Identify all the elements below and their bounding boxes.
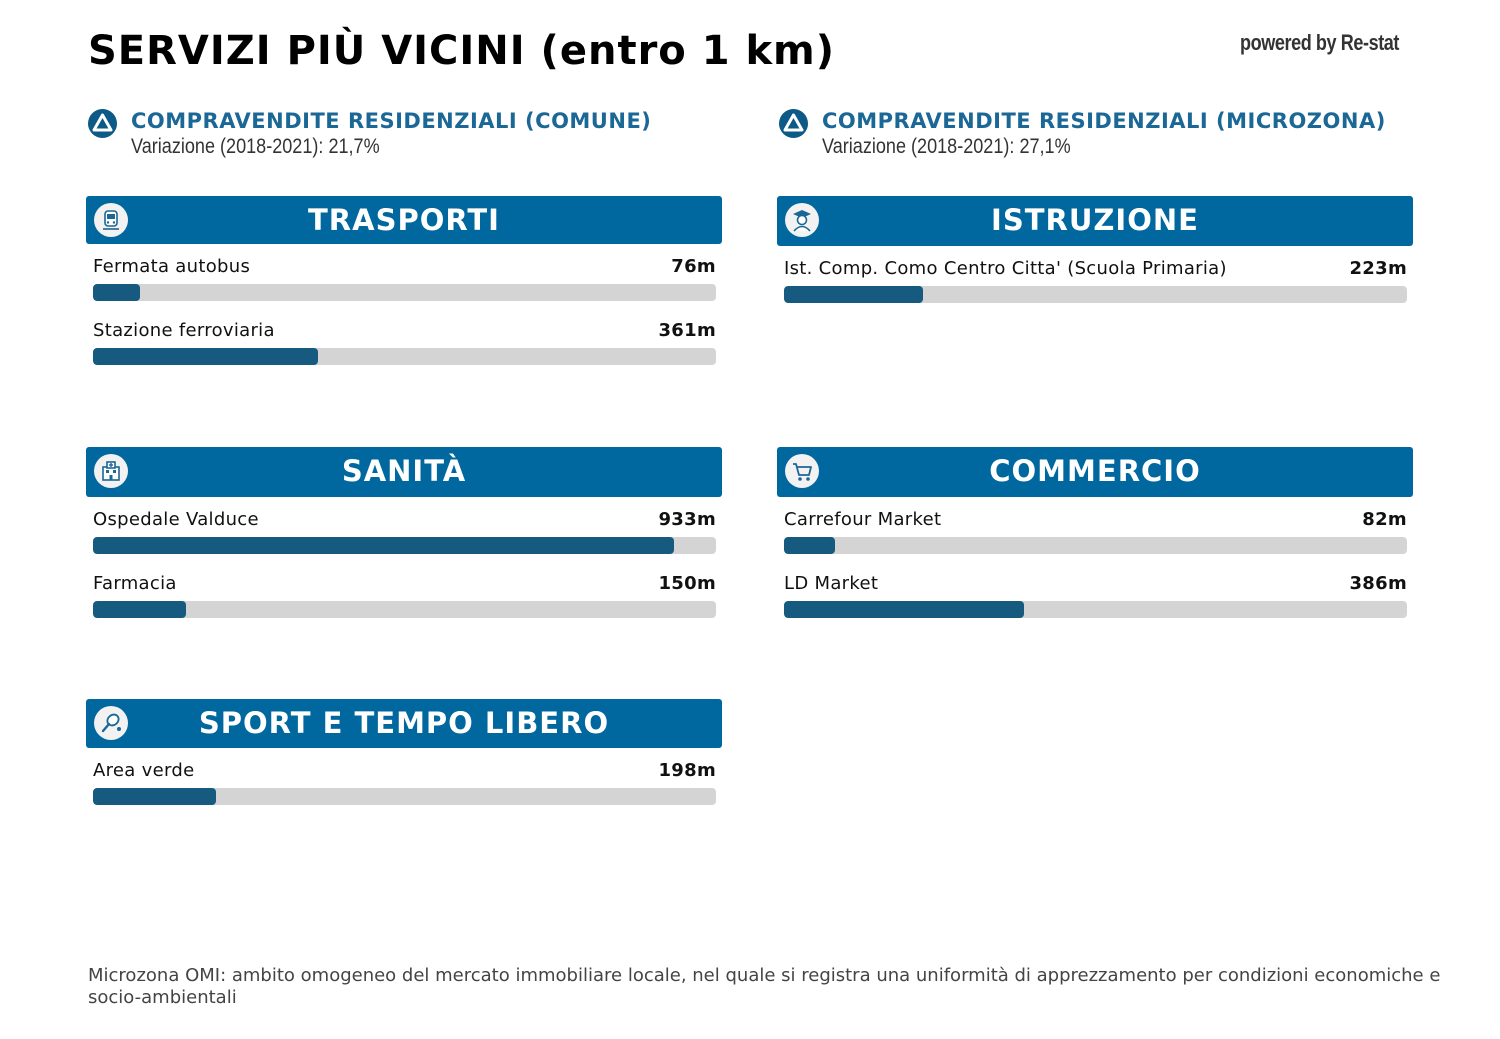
card-trasporti: [86, 196, 722, 372]
category-title: COMMERCIO: [989, 454, 1201, 488]
card-header: [777, 196, 1413, 246]
trend-subtitle: Variazione (2018-2021): 21,7%: [131, 135, 380, 158]
category-title: ISTRUZIONE: [991, 203, 1199, 237]
distance-bar-fill: [93, 348, 318, 365]
distance-bar-track: [93, 284, 716, 301]
category-title: SPORT E TEMPO LIBERO: [198, 706, 610, 740]
trend-heading: COMPRAVENDITE RESIDENZIALI (MICROZONA): [822, 109, 1386, 133]
item-name: Ist. Comp. Como Centro Citta' (Scuola Primaria): [784, 258, 1227, 279]
item-distance: 223m: [1349, 258, 1407, 279]
list-item: [86, 308, 722, 372]
distance-bar-fill: [784, 601, 1024, 618]
trend-subtitle: Variazione (2018-2021): 27,1%: [822, 135, 1071, 158]
card-header: [86, 447, 722, 497]
card-header: [86, 699, 722, 748]
list-item: [86, 244, 722, 308]
trend-comune: [88, 101, 738, 161]
triangle-up-icon: [779, 109, 808, 138]
item-name: Carrefour Market: [784, 509, 942, 530]
triangle-up-icon: [88, 109, 117, 138]
list-item: [86, 748, 722, 812]
powered-by-logo: powered by Re-stat: [1240, 30, 1400, 55]
item-distance: 82m: [1362, 509, 1407, 530]
list-item: [777, 561, 1413, 625]
item-distance: 198m: [658, 760, 716, 781]
item-name: Ospedale Valduce: [93, 509, 259, 530]
card-header: [86, 196, 722, 244]
item-distance: 150m: [658, 573, 716, 594]
card-sanita: [86, 447, 722, 625]
distance-bar-fill: [784, 537, 835, 554]
trend-heading: COMPRAVENDITE RESIDENZIALI (COMUNE): [131, 109, 652, 133]
item-name: Fermata autobus: [93, 256, 251, 277]
distance-bar-fill: [784, 286, 923, 303]
card-header: [777, 447, 1413, 497]
trend-microzona: [779, 101, 1429, 161]
distance-bar-track: [784, 537, 1407, 554]
item-name: Farmacia: [93, 573, 177, 594]
category-title: TRASPORTI: [308, 203, 500, 237]
card-commercio: [777, 447, 1413, 625]
card-istruzione: [777, 196, 1413, 310]
page-title: SERVIZI PIÙ VICINI (entro 1 km): [88, 28, 836, 74]
distance-bar-track: [93, 788, 716, 805]
distance-bar-fill: [93, 788, 216, 805]
item-distance: 933m: [658, 509, 716, 530]
footnote: Microzona OMI: ambito omogeneo del mercato immobiliare locale, nel quale si registra una uniformità di apprezzamento per condizioni economiche e socio-ambientali: [88, 965, 1441, 1008]
list-item: [777, 497, 1413, 561]
distance-bar-track: [93, 348, 716, 365]
item-distance: 386m: [1349, 573, 1407, 594]
item-name: LD Market: [784, 573, 879, 594]
distance-bar-track: [93, 537, 716, 554]
category-title: SANITÀ: [341, 454, 467, 488]
item-distance: 76m: [671, 256, 716, 277]
card-sport: [86, 699, 722, 812]
item-name: Stazione ferroviaria: [93, 320, 275, 341]
distance-bar-track: [784, 601, 1407, 618]
item-name: Area verde: [93, 760, 195, 781]
distance-bar-track: [93, 601, 716, 618]
distance-bar-fill: [93, 601, 186, 618]
distance-bar-fill: [93, 537, 674, 554]
list-item: [86, 561, 722, 625]
distance-bar-track: [784, 286, 1407, 303]
list-item: [777, 246, 1413, 310]
list-item: [86, 497, 722, 561]
item-distance: 361m: [658, 320, 716, 341]
distance-bar-fill: [93, 284, 140, 301]
